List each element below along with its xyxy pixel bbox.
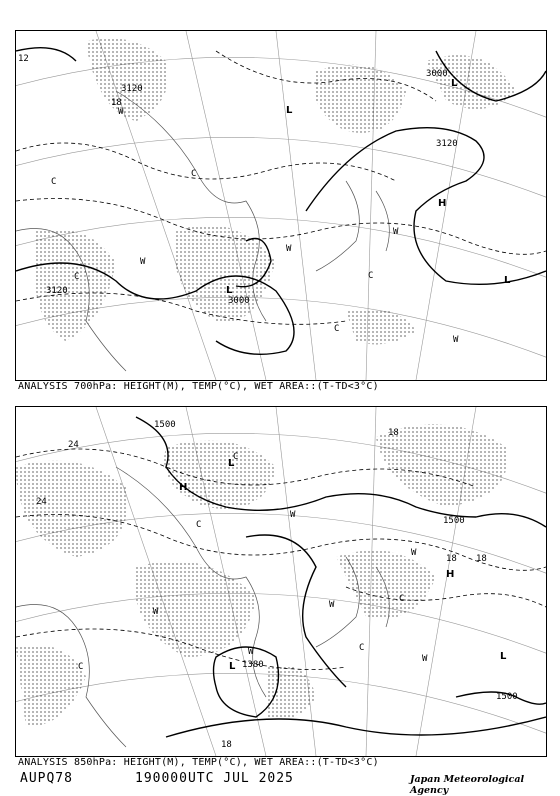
temp-label: W	[393, 227, 399, 237]
low-center-label: L	[504, 275, 511, 286]
temp-label: C	[51, 177, 57, 187]
temp-label: C	[233, 452, 239, 462]
temp-label: W	[453, 335, 459, 345]
temp-label: W	[411, 548, 417, 558]
high-center-label: H	[179, 482, 188, 493]
wet-areas	[16, 424, 507, 727]
caption-700hpa: ANALYSIS 700hPa: HEIGHT(M), TEMP(°C), WET AREA::(T-TD<3°C)	[18, 381, 379, 392]
temp-label: C	[78, 662, 84, 672]
temp-label: 18	[111, 98, 122, 108]
low-center-label: L	[226, 285, 233, 296]
agency-name: Japan Meteorological Agency	[410, 774, 525, 796]
temp-label: W	[286, 244, 292, 254]
chart-code: AUPQ78	[20, 771, 73, 786]
temp-label: W	[153, 607, 159, 617]
temp-label: 12	[18, 54, 29, 64]
chart-850hpa	[15, 406, 547, 757]
temp-label: C	[196, 520, 202, 530]
high-center-label: H	[438, 198, 447, 209]
low-center-label: L	[286, 105, 293, 116]
temp-label: 24	[36, 497, 47, 507]
height-label: 3120	[121, 84, 143, 94]
chart-700hpa	[15, 30, 547, 381]
temp-label: C	[334, 324, 340, 334]
low-center-label: L	[228, 458, 235, 469]
temp-label: C	[399, 594, 405, 604]
height-label: 3000	[228, 296, 250, 306]
temp-label: C	[74, 272, 80, 282]
height-label: 3000	[426, 69, 448, 79]
temp-label: W	[118, 107, 124, 117]
temp-label: C	[359, 643, 365, 653]
temp-label: W	[248, 647, 254, 657]
caption-850hpa: ANALYSIS 850hPa: HEIGHT(M), TEMP(°C), WET AREA::(T-TD<3°C)	[18, 757, 379, 768]
high-center-label: H	[446, 569, 455, 580]
height-label: 3120	[46, 286, 68, 296]
temp-label: C	[368, 271, 374, 281]
height-label: 1380	[242, 660, 264, 670]
temp-label: W	[422, 654, 428, 664]
temp-label: 24	[68, 440, 79, 450]
height-label: 1500	[154, 420, 176, 430]
temp-label: 18	[446, 554, 457, 564]
temp-label: 18	[388, 428, 399, 438]
map-700hpa	[16, 31, 546, 380]
low-center-label: L	[500, 651, 507, 662]
low-center-label: L	[451, 78, 458, 89]
temp-label: W	[329, 600, 335, 610]
temp-label: 18	[476, 554, 487, 564]
temp-label: 18	[221, 740, 232, 750]
temp-label: W	[290, 510, 296, 520]
map-850hpa	[16, 407, 546, 756]
height-label: 1500	[443, 516, 465, 526]
temp-label: C	[191, 169, 197, 179]
height-label: 1500	[496, 692, 518, 702]
valid-time: 190000UTC JUL 2025	[135, 771, 294, 786]
height-label: 3120	[436, 139, 458, 149]
temp-label: W	[140, 257, 146, 267]
low-center-label: L	[229, 661, 236, 672]
